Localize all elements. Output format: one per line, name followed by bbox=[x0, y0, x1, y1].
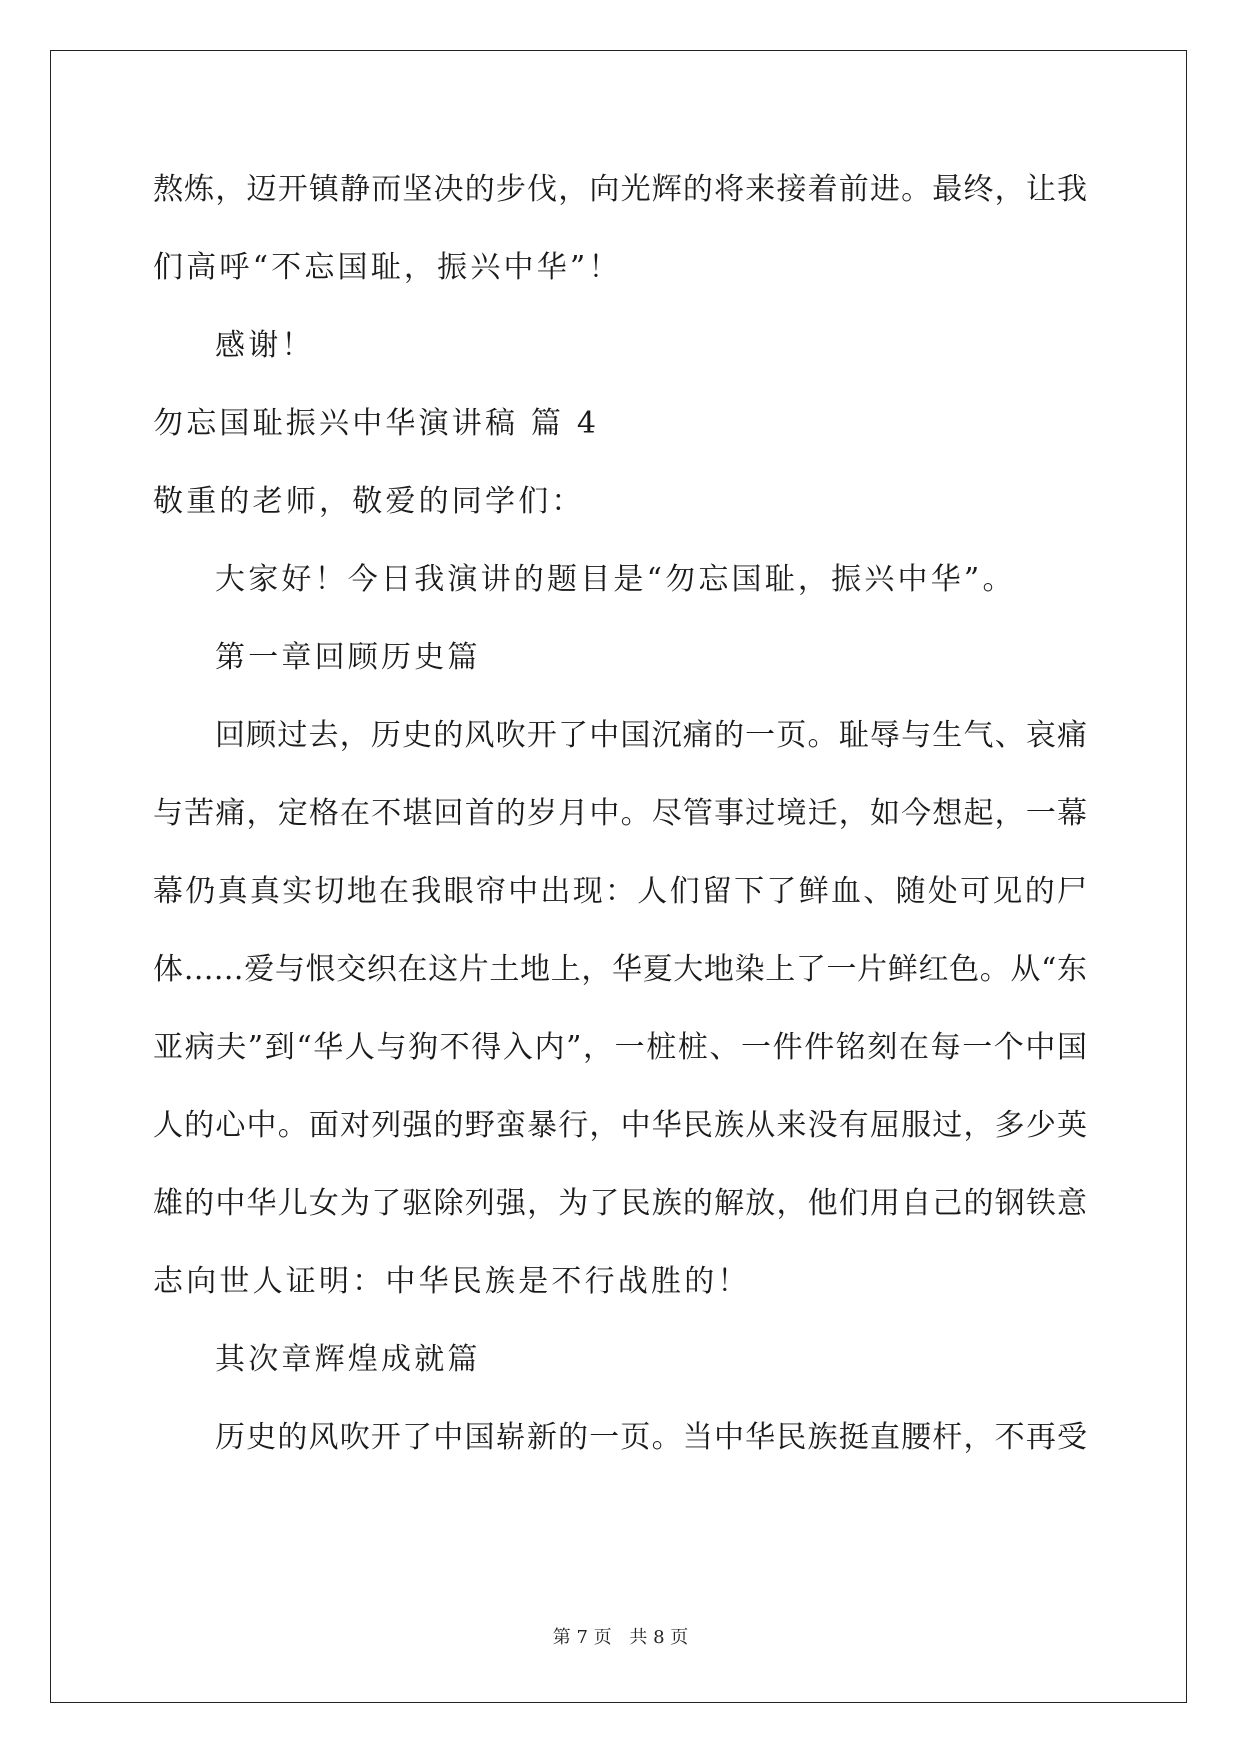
paragraph-line: 志向世人证明：中华民族是不行战胜的！ bbox=[153, 1264, 751, 1299]
section-title: 勿忘国耻振兴中华演讲稿 篇 4 bbox=[153, 406, 600, 441]
paragraph-line: 们高呼“不忘国耻，振兴中华”！ bbox=[153, 250, 622, 285]
paragraph-line: 雄的中华儿女为了驱除列强，为了民族的解放，他们用自己的钢铁意 bbox=[153, 1186, 1087, 1221]
paragraph-line: 幕仍真真实切地在我眼帘中出现：人们留下了鲜血、随处可见的尸 bbox=[153, 874, 1087, 909]
paragraph-line: 亚病夫”到“华人与狗不得入内”，一桩桩、一件件铭刻在每一个中国 bbox=[153, 1030, 1087, 1065]
paragraph-line: 大家好！今日我演讲的题目是“勿忘国耻，振兴中华”。 bbox=[215, 562, 1016, 597]
chapter-heading: 其次章辉煌成就篇 bbox=[215, 1342, 481, 1377]
document-body bbox=[153, 165, 1087, 1491]
chapter-heading: 第一章回顾历史篇 bbox=[215, 640, 481, 675]
paragraph-line: 历史的风吹开了中国崭新的一页。当中华民族挺直腰杆，不再受 bbox=[215, 1420, 1087, 1455]
paragraph-line: 熬炼，迈开镇静而坚决的步伐，向光辉的将来接着前进。最终，让我 bbox=[153, 172, 1087, 207]
paragraph-line: 与苦痛，定格在不堪回首的岁月中。尽管事过境迁，如今想起，一幕 bbox=[153, 796, 1087, 831]
page-footer bbox=[0, 1626, 1241, 1650]
paragraph-line: 体……爱与恨交织在这片土地上，华夏大地染上了一片鲜红色。从“东 bbox=[153, 952, 1087, 987]
closing-thanks: 感谢！ bbox=[215, 328, 315, 363]
salutation: 敬重的老师，敬爱的同学们： bbox=[153, 484, 585, 519]
page-total: 共 8 页 bbox=[629, 1627, 689, 1648]
paragraph-line: 人的心中。面对列强的野蛮暴行，中华民族从来没有屈服过，多少英 bbox=[153, 1108, 1087, 1143]
paragraph-line: 回顾过去，历史的风吹开了中国沉痛的一页。耻辱与生气、哀痛 bbox=[215, 718, 1087, 753]
page-number: 第 7 页 bbox=[552, 1627, 612, 1648]
